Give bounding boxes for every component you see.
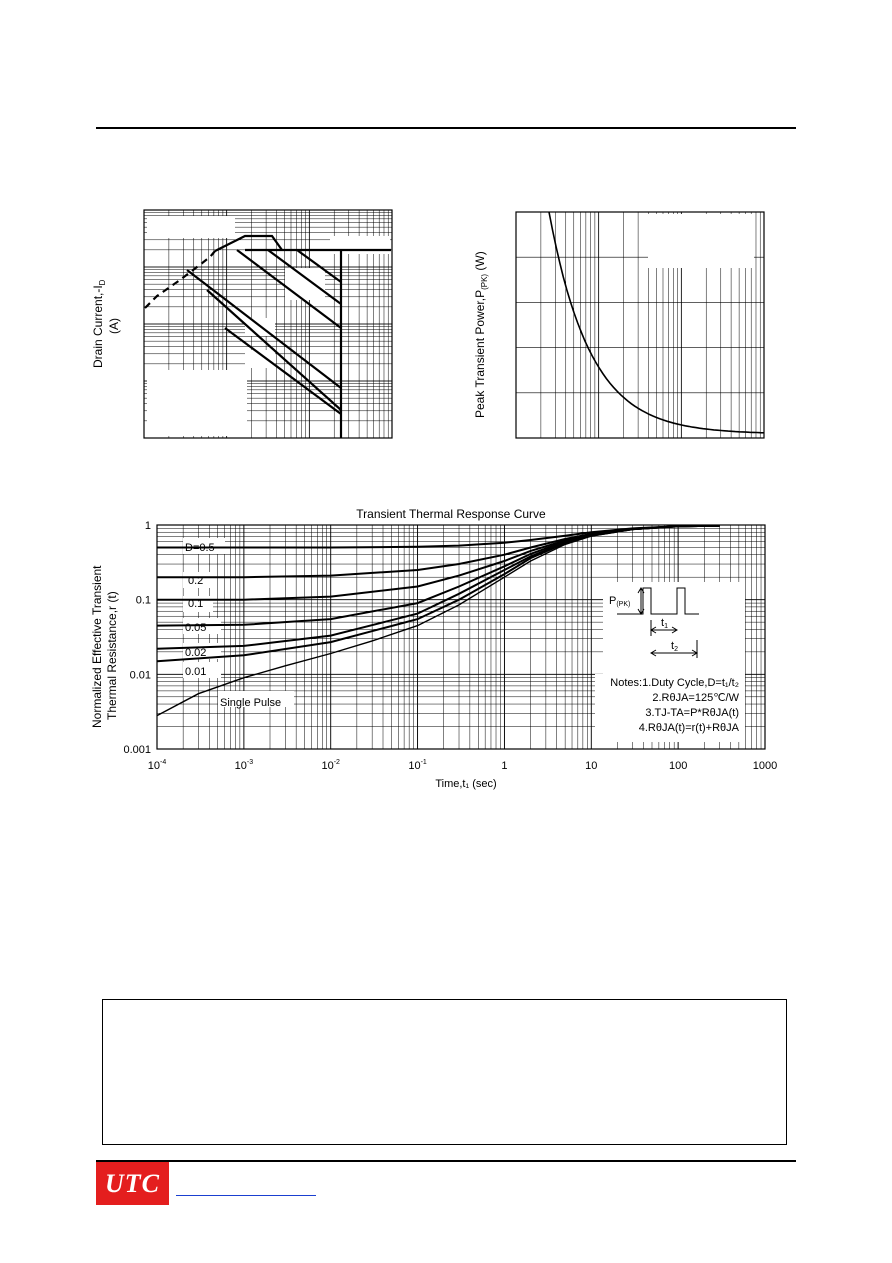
x-tick-label: $10^{-3}$ bbox=[234, 759, 254, 772]
series-label: 0.1 bbox=[188, 598, 204, 610]
label-blank bbox=[147, 216, 235, 238]
soa-envelope bbox=[215, 236, 282, 251]
x-tick-label: 100 bbox=[668, 760, 688, 772]
series-label: 0.02 bbox=[185, 647, 207, 659]
footer-rule bbox=[96, 1160, 796, 1162]
series-label: D=0.5 bbox=[185, 542, 215, 554]
x-axis-label: Time,t₁ (sec) bbox=[435, 778, 497, 790]
peak-power-legend-blank bbox=[648, 214, 754, 268]
x-tick-label: 1000 bbox=[752, 760, 778, 772]
y-axis-label-2: Thermal Resistance,r (t) bbox=[105, 591, 119, 720]
y-tick-label: 0.1 bbox=[135, 594, 151, 607]
t2-label: t2 bbox=[671, 640, 678, 653]
x-tick-label: $10^{-2}$ bbox=[321, 759, 340, 772]
peak-power-ylabel: Peak Transient $Power,P_{(PK)}$ (W) bbox=[473, 251, 489, 418]
chart-title: Transient Thermal Response Curve bbox=[356, 507, 546, 521]
label-blank bbox=[285, 268, 325, 300]
y-tick-label: 1 bbox=[144, 520, 151, 532]
soa-ylabel: Drain $Current,-I_D$ bbox=[91, 279, 107, 368]
t1-label: t1 bbox=[661, 617, 668, 630]
utc-logo: UTC bbox=[96, 1162, 169, 1205]
x-tick-label: 1 bbox=[501, 760, 508, 772]
x-tick-label: $10^{-4}$ bbox=[147, 759, 167, 772]
label-blank bbox=[147, 370, 247, 436]
website-link-underline[interactable] bbox=[176, 1195, 316, 1196]
duty-cycle-inset bbox=[595, 582, 745, 742]
series-label: 0.01 bbox=[185, 666, 207, 678]
y-axis-label-1: Normalized Effective Transient bbox=[90, 565, 104, 728]
soa-grid bbox=[144, 210, 392, 438]
y-tick-label: 0.01 bbox=[129, 669, 151, 682]
series-label: 0.2 bbox=[188, 575, 204, 587]
note-4: 4.RθJA(t)=r(t)+RθJA bbox=[638, 722, 739, 734]
note-2: 2.RθJA=125℃/W bbox=[652, 692, 739, 704]
series-line bbox=[157, 526, 720, 578]
x-tick-label: $10^{-1}$ bbox=[408, 759, 427, 772]
soa-ylabel-unit: (A) bbox=[107, 318, 121, 334]
thermal-response-chart bbox=[85, 500, 785, 800]
header-rule bbox=[96, 127, 796, 129]
series-label: 0.05 bbox=[185, 622, 207, 634]
peak-power-chart bbox=[465, 200, 775, 450]
label-blank bbox=[330, 236, 390, 254]
pulse-label: P(PK) bbox=[609, 595, 631, 608]
note-1: Notes:1.Duty Cycle,D=t₁/t₂ bbox=[610, 677, 739, 689]
series-label: Single Pulse bbox=[220, 697, 282, 709]
pulse-limit-line bbox=[237, 250, 341, 328]
note-3: 3.TJ-TA=P*RθJA(t) bbox=[645, 707, 739, 719]
soa-chart bbox=[85, 200, 405, 450]
notes-box bbox=[102, 999, 787, 1145]
y-tick-label: 0.001 bbox=[123, 744, 151, 756]
x-tick-label: 10 bbox=[585, 760, 598, 772]
